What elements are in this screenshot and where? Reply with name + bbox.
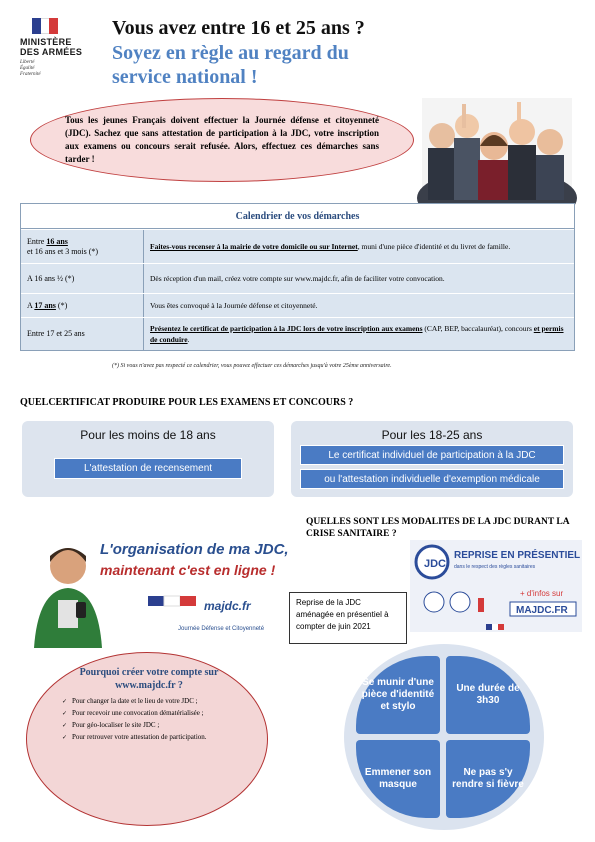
- action-cell: Faites-vous recenser à la mairie de votre domicile ou sur Internet, muni d'une pièce d'identité et du livret de famille.: [150, 242, 511, 251]
- pourquoi-list: [62, 697, 222, 745]
- 18-25-title: Pour les 18-25 ans: [381, 428, 483, 442]
- majdc-logo-sub: Journée Défense et Citoyenneté: [178, 626, 265, 632]
- ministry-name: MINISTÈRE DES ARMÉES: [20, 37, 83, 57]
- certificats-heading: QUELCERTIFICAT PRODUIRE POUR LES EXAMENS ET CONCOURS ?: [20, 397, 354, 408]
- table-row: [21, 317, 574, 350]
- promo-line2: maintenant c'est en ligne !: [100, 562, 276, 578]
- promo-line1: L'organisation de ma JDC,: [100, 541, 289, 558]
- check-icon: ✓: [62, 710, 68, 717]
- age-cell: Entre 16 ans et 16 ans et 3 mois (*): [21, 230, 144, 263]
- reprise-notice: Reprise de la JDC aménagée en présentiel à compter de juin 2021: [289, 592, 407, 644]
- 18-25-box: [291, 421, 573, 497]
- check-icon: ✓: [62, 722, 68, 729]
- page-subtitle: Soyez en règle au regard du service national !: [112, 42, 349, 88]
- cycle-item-fever: Ne pas s'y rendre si fièvre: [446, 740, 530, 818]
- covid-rules-cycle: [340, 640, 548, 834]
- banner-info: + d'infos sur: [520, 589, 564, 598]
- list-item: ✓ Pour retrouver votre attestation de participation.: [62, 733, 207, 741]
- banner-subtitle: dans le respect des règles sanitaires: [454, 564, 536, 570]
- action-cell: Présentez le certificat de participation à la JDC lors de votre inscription aux examens (CAP, BEP, baccalauréat), concours et permis de conduire.: [150, 324, 564, 344]
- banner-url: MAJDC.FR: [516, 605, 568, 616]
- majdc-logo-text: majdc.fr: [204, 599, 251, 613]
- age-cell: A 17 ans (*): [21, 294, 144, 317]
- age-cell: A 16 ans ½ (*): [21, 264, 144, 293]
- check-icon: ✓: [62, 734, 68, 741]
- under-18-box: [22, 421, 274, 497]
- list-item: ✓ Pour recevoir une convocation dématérialisée ;: [62, 709, 204, 717]
- pourquoi-heading: Pourquoi créer votre compte sur www.majdc.fr ?: [79, 667, 219, 691]
- intro-text: Tous les jeunes Français doivent effectuer la Journée défense et citoyenneté (JDC). Sachez que sans attestation de participation à la JDC, votre inscription aux examens ou concours serait refusée. Alors, effectuez ces démarches sans tarder !: [65, 115, 379, 164]
- table-row: [21, 293, 574, 317]
- promo-slogan: [100, 540, 289, 580]
- check-icon: ✓: [62, 698, 68, 705]
- attestation-exemption-label: ou l'attestation individuelle d'exemption médicale: [300, 469, 564, 489]
- modalites-heading: QUELLES SONT LES MODALITES DE LA JDC DURANT LA CRISE SANITAIRE ?: [306, 517, 570, 539]
- under-18-title: Pour les moins de 18 ans: [80, 428, 216, 442]
- certificat-jdc-label: Le certificat individuel de participation à la JDC: [300, 445, 564, 465]
- table-row: [21, 263, 574, 293]
- republic-motto: Liberté Égalité Fraternité: [20, 60, 41, 77]
- age-cell: Entre 17 et 25 ans: [21, 318, 144, 350]
- table-row: [21, 229, 574, 263]
- french-flag-icon: [32, 18, 58, 34]
- action-cell: Vous êtes convoqué à la Journée défense et citoyenneté.: [150, 301, 318, 310]
- reprise-banner: [410, 540, 582, 632]
- cycle-item-duration: Une durée de 3h30: [446, 656, 530, 734]
- attestation-recensement-label: L'attestation de recensement: [54, 458, 242, 479]
- calendar-table: [20, 203, 575, 351]
- intro-bubble: [30, 98, 414, 182]
- calendar-title: Calendrier de vos démarches: [21, 204, 574, 229]
- svg-text:JDC: JDC: [424, 558, 447, 570]
- action-cell: Dès réception d'un mail, créez votre compte sur www.majdc.fr, afin de faciliter votre convocation.: [150, 274, 445, 283]
- young-people-photo: [422, 98, 572, 200]
- page-title: Vous avez entre 16 et 25 ans ?: [112, 17, 365, 39]
- list-item: ✓ Pour changer la date et le lieu de votre JDC ;: [62, 697, 198, 705]
- cycle-item-mask: Emmener son masque: [356, 740, 440, 818]
- banner-title: REPRISE EN PRÉSENTIEL: [454, 550, 581, 561]
- ministry-logo: [20, 18, 100, 78]
- list-item: ✓ Pour géo-localiser le site JDC ;: [62, 721, 160, 729]
- cycle-item-id: Se munir d'une pièce d'identité et stylo: [356, 656, 440, 734]
- calendar-footnote: (*) Si vous n'avez pas respecté ce calendrier, vous pouvez effectuer ces démarches jusqu'à votre 25ème anniversaire.: [112, 363, 392, 369]
